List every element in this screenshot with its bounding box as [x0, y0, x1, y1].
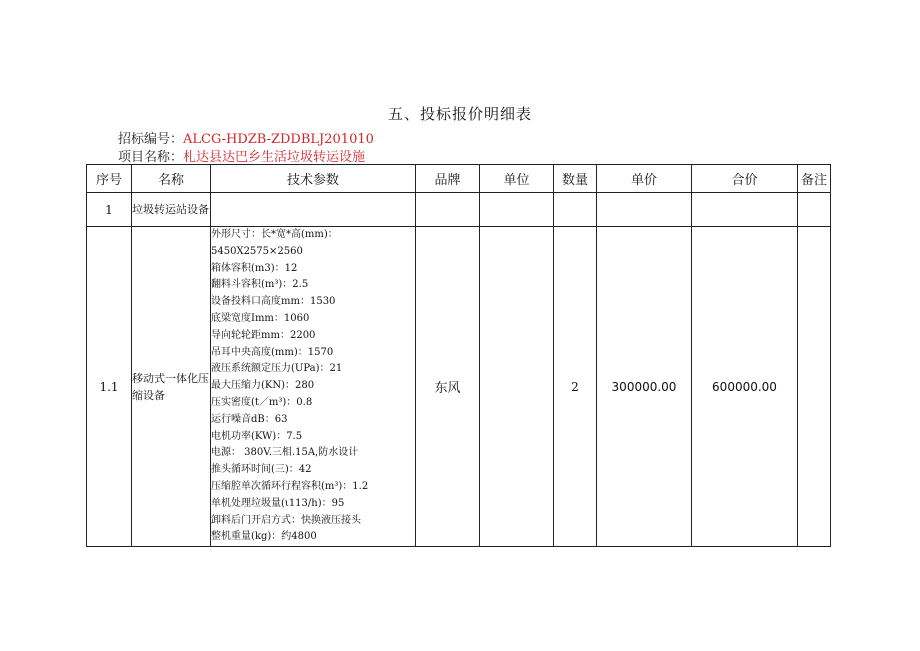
spec-line: 外形尺寸：长*宽*高(mm)： — [211, 229, 338, 240]
header-unit: 单位 — [480, 165, 554, 193]
tender-number-value: ALCG-HDZB-ZDDBLJ201010 — [183, 132, 374, 147]
spec-line: 电机功率(KW)：7.5 — [211, 430, 303, 442]
spec-line: 翻料斗容积(m³)：2.5 — [211, 279, 309, 291]
page-title: 五、投标报价明细表 — [387, 105, 532, 123]
spec-line: 底梁宽度Imm：1060 — [211, 312, 310, 324]
project-name-label: 项目名称： — [118, 150, 184, 165]
tender-number — [118, 128, 374, 147]
header-spec: 技术参数 — [211, 165, 416, 193]
item-unit-price: 300000.00 — [597, 227, 692, 547]
header-qty: 数量 — [554, 165, 597, 193]
project-name-value: 札达县达巴乡生活垃圾转运设施 — [183, 150, 366, 165]
tender-number-label: 招标编号： — [118, 132, 184, 147]
bid-price-table — [86, 164, 831, 547]
item-total: 600000.00 — [692, 227, 798, 547]
header-remark: 备注 — [798, 165, 831, 193]
spec-line: 推头循环时间(三)：42 — [211, 464, 312, 476]
table-header-row — [87, 165, 831, 193]
table-row — [87, 193, 831, 227]
header-total: 合价 — [692, 165, 798, 193]
spec-line: 5450X2575×2560 — [211, 245, 303, 257]
spec-line: 液压系统额定压力(UPa)：21 — [211, 363, 343, 375]
item-brand: 东风 — [416, 227, 480, 547]
table-row — [87, 227, 831, 547]
header-no: 序号 — [87, 165, 132, 193]
category-no: 1 — [87, 193, 132, 227]
spec-line: 压实密度(t／m³)：0.8 — [211, 396, 313, 408]
spec-line: 整机重量(kg)：约4800 — [211, 531, 317, 543]
item-qty: 2 — [554, 227, 597, 547]
spec-line: 卸料后门开启方式：快换液压接头 — [211, 514, 361, 526]
header-name: 名称 — [132, 165, 211, 193]
header-unit-price: 单价 — [597, 165, 692, 193]
spec-line: 箱体容积(m3)：12 — [211, 262, 298, 274]
item-unit — [480, 227, 554, 547]
header-brand: 品牌 — [416, 165, 480, 193]
spec-line: 导向轮轮距mm：2200 — [211, 329, 316, 341]
category-name: 垃圾转运站设备 — [132, 193, 211, 227]
item-no: 1.1 — [87, 227, 132, 547]
item-name: 移动式一体化压缩设备 — [132, 227, 211, 547]
spec-line: 电源： 380V.三相.15A,防水设计 — [211, 447, 359, 459]
spec-line: 运行噪音dB：63 — [211, 413, 288, 425]
spec-line: 最大压缩力(KN)：280 — [211, 380, 315, 392]
spec-line: 单机处理垃圾量(ι113/h)：95 — [211, 497, 345, 509]
item-specs — [211, 227, 416, 547]
spec-line: 吊耳中央高度(mm)：1570 — [211, 346, 334, 358]
item-remark — [798, 227, 831, 547]
spec-line: 设备投料口高度mm：1530 — [211, 296, 336, 308]
spec-line: 压缩腔单次循环行程容积(m³)：1.2 — [211, 480, 369, 492]
project-name — [118, 146, 365, 165]
